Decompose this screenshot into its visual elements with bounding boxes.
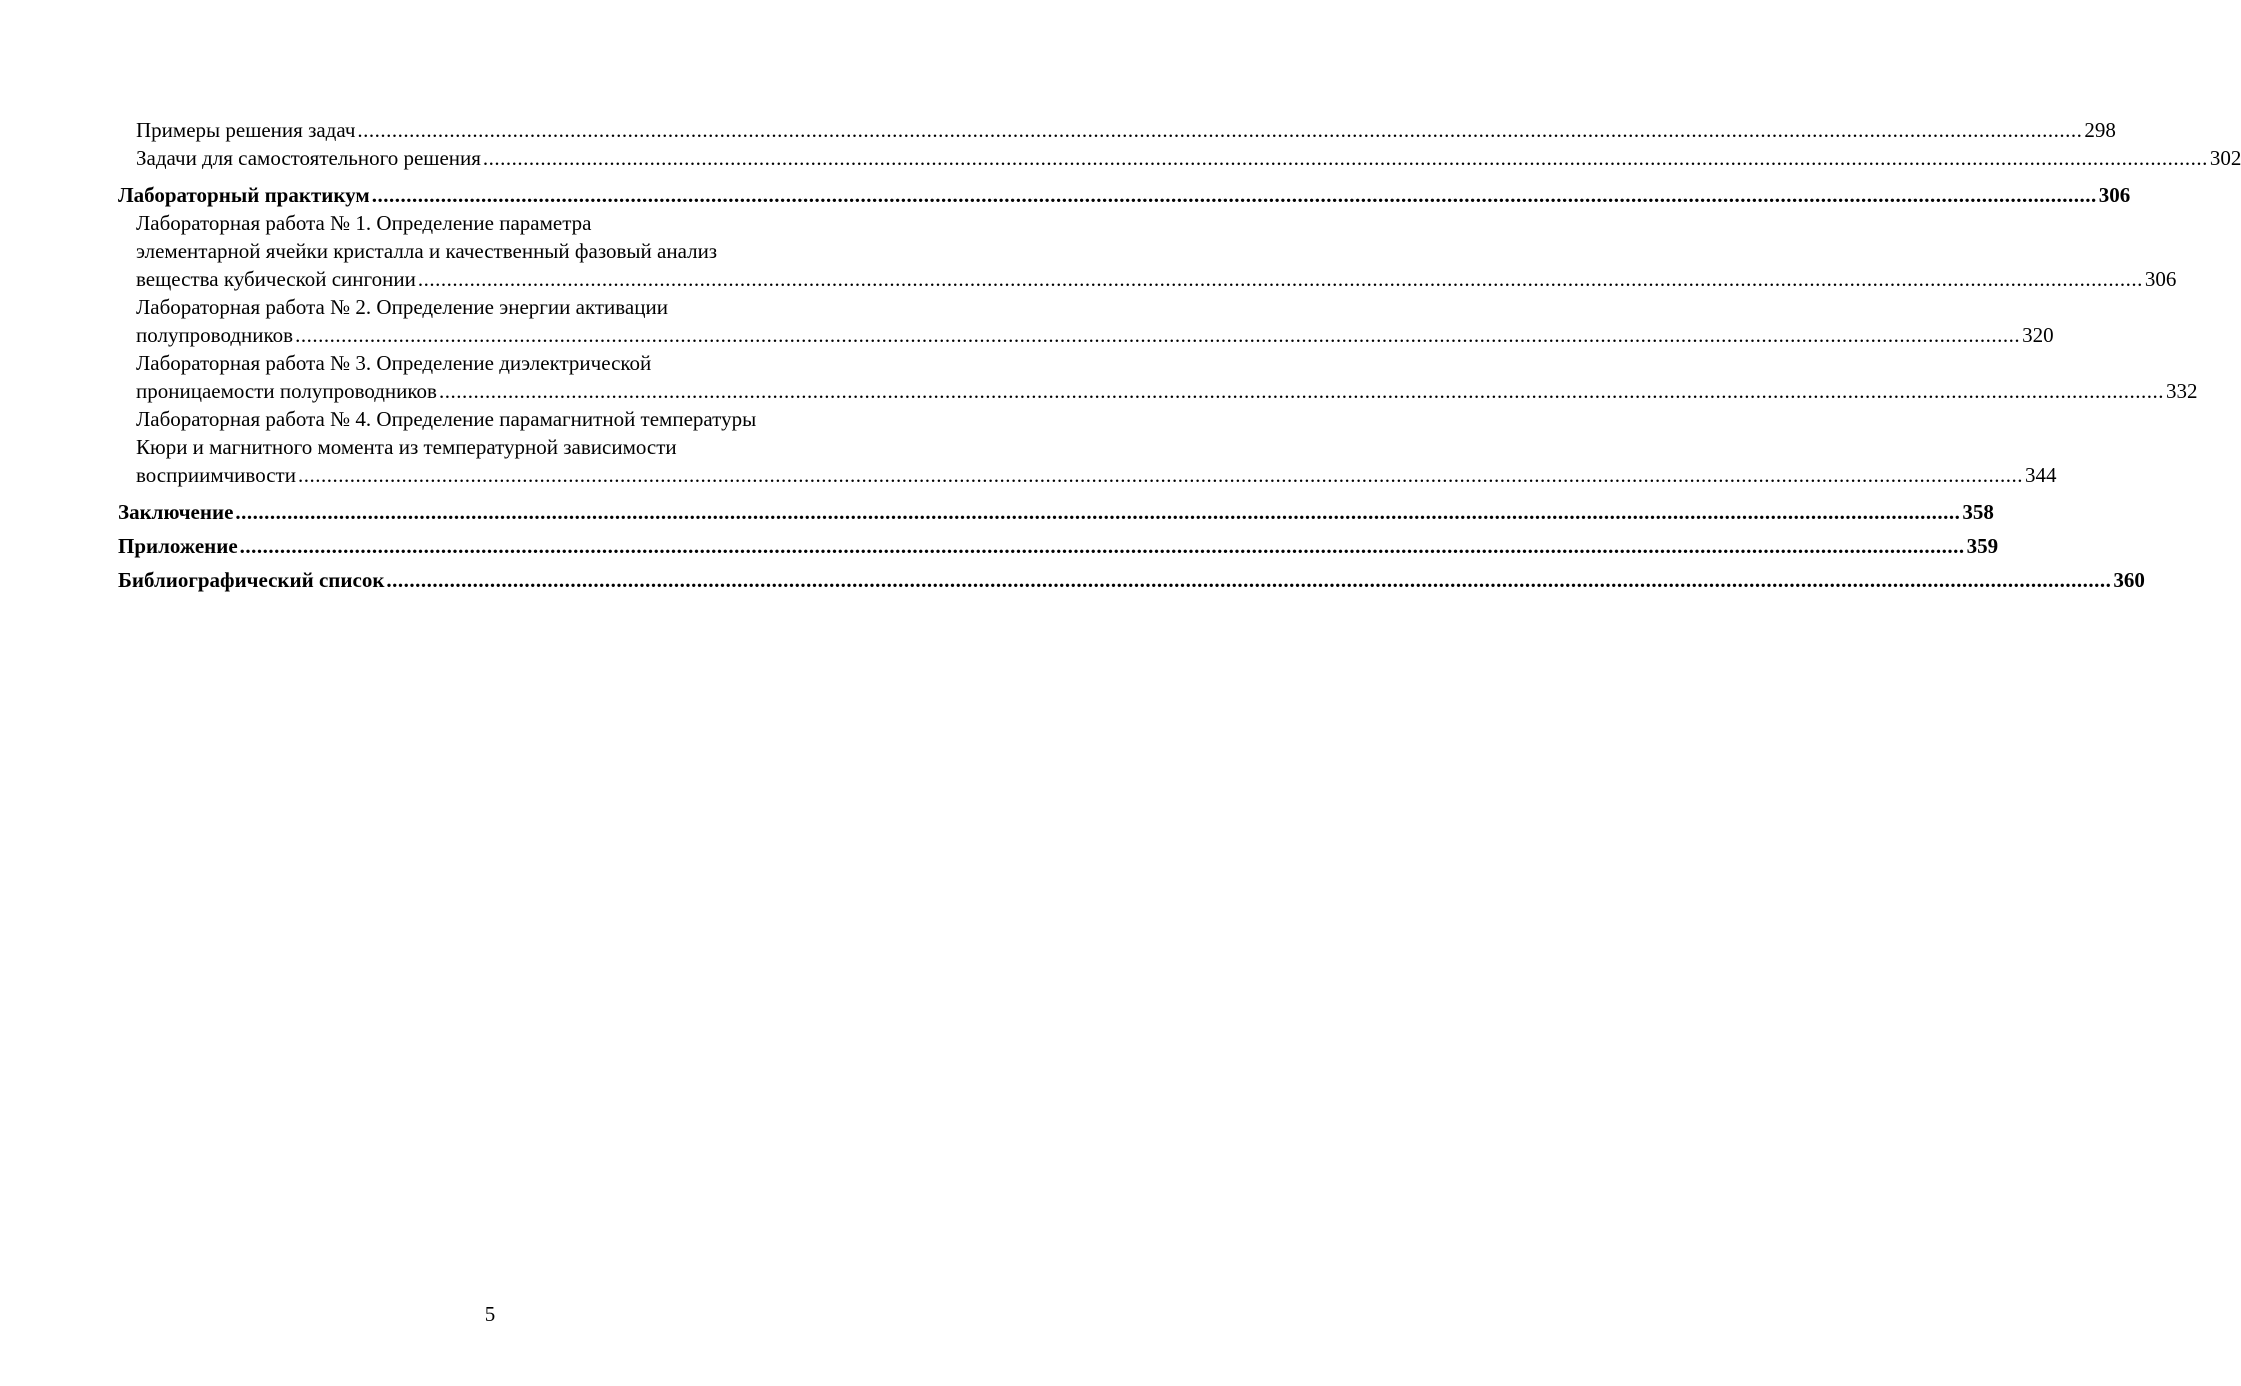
dot-leader: ............................................................................................................................................................................................................................................................................................................ [239,534,1965,558]
toc-entry-line: Лабораторная работа № 3. Определение диэлектрической [136,351,652,375]
toc-entry-title: Примеры решения задач [136,118,356,142]
toc-entry-page: 332 [2165,379,2198,403]
dot-leader: ............................................................................................................................................................................................................................................................................................................ [438,379,2164,403]
toc-entry-title: Приложение [118,534,238,558]
dot-leader: ............................................................................................................................................................................................................................................................................................................ [295,323,2021,347]
toc-entry-page: 320 [2022,323,2054,347]
toc-entry-line: Лабораторная работа № 4. Определение парамагнитной температуры [136,407,757,431]
toc-entry-page: 359 [1966,534,1999,558]
dot-leader: ............................................................................................................................................................................................................................................................................................................ [482,146,2208,170]
toc-entry-line: Кюри и магнитного момента из температурной зависимости [136,435,677,459]
toc-entry-title: Задачи для самостоятельного решения [136,146,481,170]
toc-entry-lab-4[interactable] [118,405,2057,489]
toc-entry-lab-1[interactable] [118,209,2177,293]
toc-entry-self-tasks[interactable] [118,144,2241,172]
page-number: 5 [484,1302,496,1326]
toc-entry-page: 306 [2098,183,2131,207]
dot-leader: ............................................................................................................................................................................................................................................................................................................ [371,183,2097,207]
toc-entry-page: 358 [1962,500,1994,524]
toc-entry-page: 344 [2024,463,2057,487]
toc-entry-line: Лабораторная работа № 1. Определение параметра [136,211,592,235]
toc-entry-line: элементарной ячейки кристалла и качественный фазовый анализ [136,239,718,263]
toc-entry-title: Библиографический список [118,568,385,592]
toc-entry-page: 298 [2084,118,2116,142]
toc-entry-examples[interactable] [118,116,2116,144]
toc-entry-title: Заключение [118,500,234,524]
toc-entry-page: 306 [2144,267,2177,291]
dot-leader: ............................................................................................................................................................................................................................................................................................................ [386,568,2112,592]
toc-entry-title: вещества кубической сингонии [136,267,416,291]
toc-entry-page: 360 [2113,568,2145,592]
toc-entry-title: восприимчивости [136,463,296,487]
dot-leader: ............................................................................................................................................................................................................................................................................................................ [417,267,2143,291]
toc-entry-appendix[interactable] [118,532,1999,560]
table-of-contents [118,116,2241,594]
toc-entry-page: 302 [2209,146,2241,170]
toc-entry-line: Лабораторная работа № 2. Определение энергии активации [136,295,668,319]
toc-entry-lab-3[interactable] [118,349,2198,405]
toc-entry-title: Лабораторный практикум [118,183,370,207]
toc-entry-lab-practicum[interactable] [118,181,2131,209]
toc-entry-lab-2[interactable] [118,293,2054,349]
dot-leader: ............................................................................................................................................................................................................................................................................................................ [357,118,2083,142]
toc-entry-title: полупроводников [136,323,294,347]
dot-leader: ............................................................................................................................................................................................................................................................................................................ [297,463,2023,487]
toc-entry-bibliography[interactable] [118,566,2145,594]
toc-entry-title: проницаемости полупроводников [136,379,437,403]
toc-entry-conclusion[interactable] [118,498,1994,526]
dot-leader: ............................................................................................................................................................................................................................................................................................................ [235,500,1961,524]
